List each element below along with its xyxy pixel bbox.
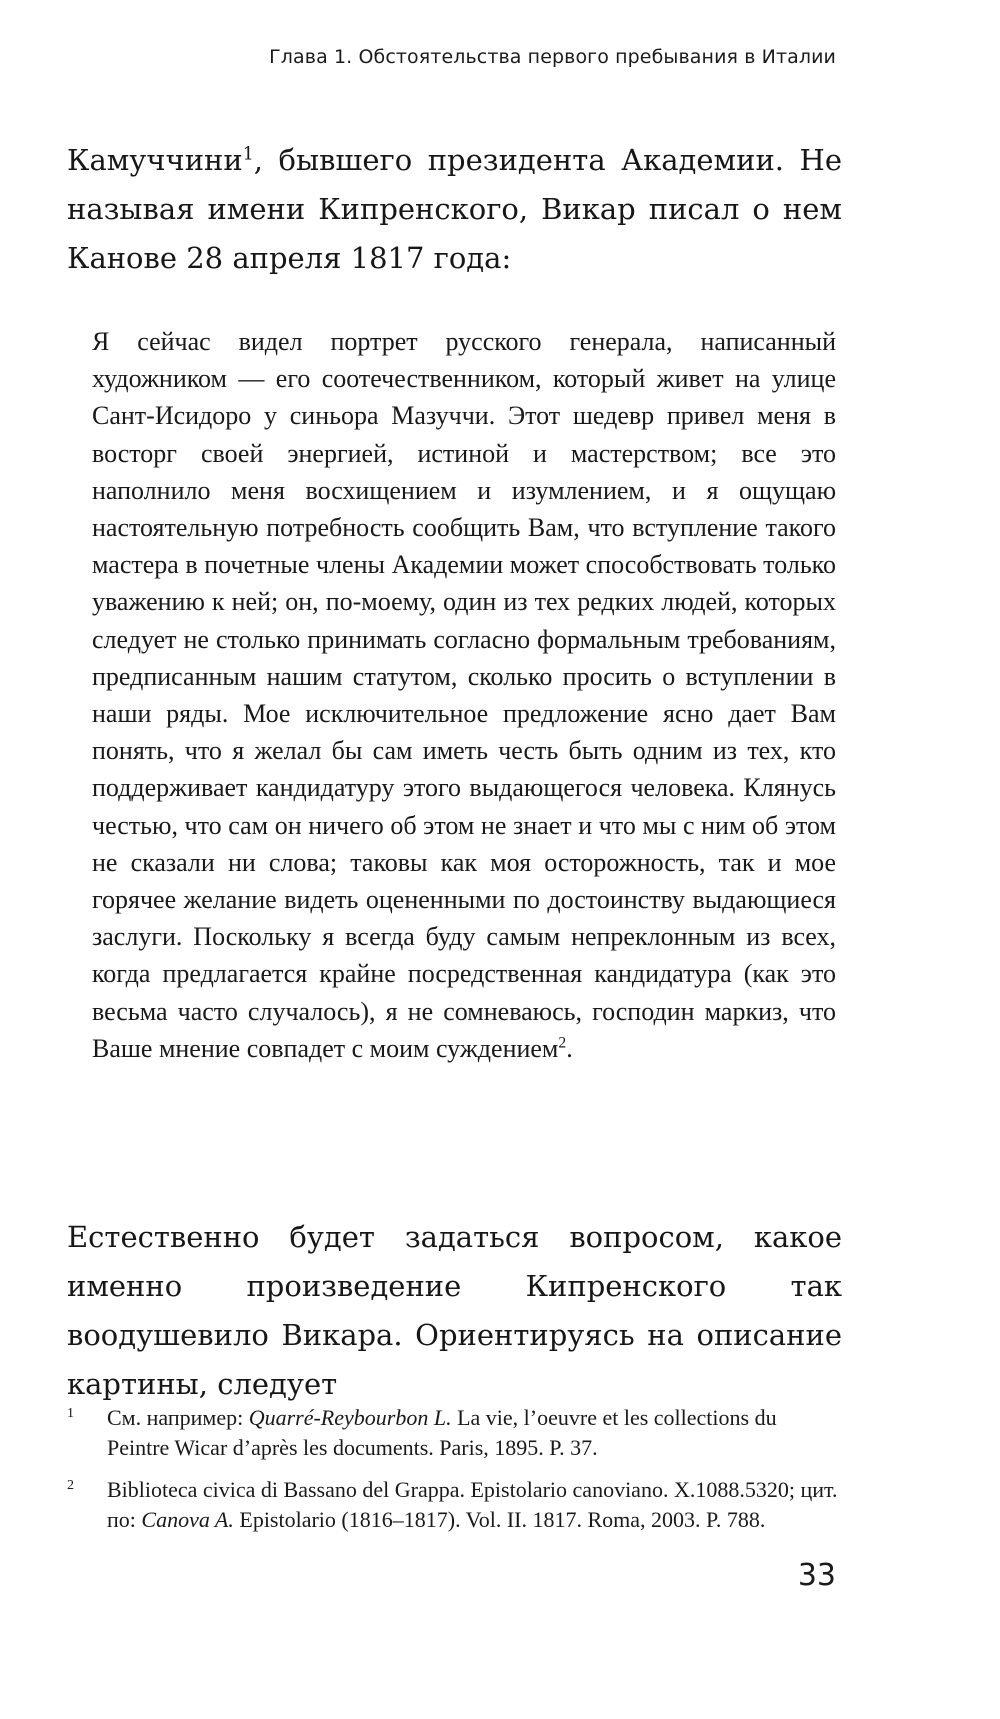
footnote-number: 1 <box>67 1406 74 1421</box>
running-head: Глава 1. Обстоятельства первого пребывания в Италии <box>269 46 836 68</box>
paragraph-text: Камуччини <box>67 143 243 177</box>
footnote-text: Biblioteca civica di Bassano del Grappa. Epistolario canoviano. X.1088.5320; цит. по: <box>107 1477 838 1532</box>
footnote-author: Quarré-Reybourbon L. <box>248 1405 452 1430</box>
quote-text: . <box>566 1033 573 1063</box>
paragraph-text: , бывшего президента Академии. Не называя имени Кипренского, Викар писал о нем Канове 28 апреля 1817 года: <box>67 143 842 275</box>
footnote-reference[interactable]: 1 <box>242 144 254 165</box>
footnote-author: Canova A. <box>141 1507 234 1532</box>
footnote-number: 2 <box>67 1478 74 1493</box>
footnote-reference[interactable]: 2 <box>558 1034 567 1052</box>
footnote-text: Epistolario (1816–1817). Vol. II. 1817. Roma, 2003. P. 788. <box>233 1507 766 1532</box>
footnotes <box>67 1403 842 1547</box>
footnote-text: La vie, l’oeuvre et les collections du Peintre Wicar d’après les documents. Paris, 1895. P. 37. <box>107 1405 777 1460</box>
footnote <box>67 1475 842 1535</box>
page-number: 33 <box>797 1558 836 1593</box>
quote-text: Я сейчас видел портрет русского генерала, написанный художником — его соотечественником, который живет на улице Сант-Исидоро у синьора Мазуччи. Этот шедевр привел меня в восторг своей энергией, истиной и мастерством; все это наполнило меня восхищением и изумлением, и я ощущаю настоятельную потребность сообщить Вам, что вступление такого мастера в почетные члены Академии может способствовать только уважению к ней; он, по-моему, один из тех редких людей, которых следует не столько принимать согласно формальным требованиям, предписанным нашим статутом, сколько просить о вступлении в наши ряды. Мое исключительное предложение ясно дает Вам понять, что я желал бы сам иметь честь быть одним из тех, кто поддерживает кандидатуру этого выдающегося человека. Клянусь честью, что сам он ничего об этом не знает и что мы с ним об этом не сказали ни слова; таковы как моя осторожность, так и мое горячее желание видеть оцененными по достоинству выдающиеся заслуги. Поскольку я всегда буду самым непреклонным из всех, когда предлагается крайне посредственная кандидатура (как это весьма часто случалось), я не сомневаюсь, господин маркиз, что Ваше мнение совпадет с моим суждением <box>92 327 836 1063</box>
body-paragraph <box>67 136 842 283</box>
footnote <box>67 1403 842 1463</box>
body-paragraph: Естественно будет задаться вопросом, какое именно произведение Кипренского так воодушевило Викара. Ориентируясь на описание картины, следует <box>67 1220 842 1401</box>
block-quote <box>92 323 836 1067</box>
footnote-text: См. например: <box>107 1405 249 1430</box>
